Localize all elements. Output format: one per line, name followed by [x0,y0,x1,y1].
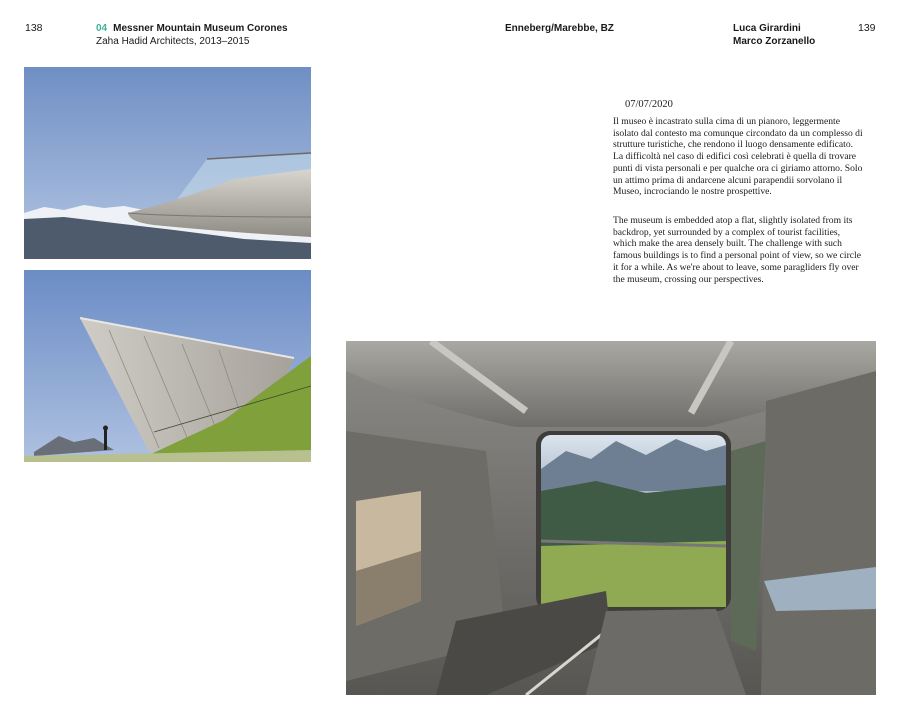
project-subtitle: Zaha Hadid Architects, 2013–2015 [96,36,250,47]
project-title: Messner Mountain Museum Corones [113,23,288,34]
photo-interior-window [346,341,876,695]
body-text-english: The museum is embedded atop a flat, slightly isolated from its backdrop, yet surrounded by a complex of tourist facilities, which make the area densely built. The challenge with such famous buildings is to find a personal point of view, so we circle it for a while. As we're about to leave, some paragliders fly over the museum, crossing our perspectives. [613,215,861,285]
chapter-number: 04 [96,23,108,34]
photo-platform-sky [24,67,311,259]
entry-date: 07/07/2020 [625,99,673,110]
author-name: Luca Girardini [733,23,801,34]
location-label: Enneberg/Marebbe, BZ [505,23,614,34]
authors [733,22,815,48]
page-number-right: 139 [858,22,876,34]
author-name: Marco Zorzanello [733,36,816,47]
chapter-header [96,22,288,48]
photo-facade-hillside [24,270,311,462]
page-number-left: 138 [25,22,43,34]
body-text-italian: Il museo è incastrato sulla cima di un pianoro, leggermente isolato dal contesto ma comunque circondato da un complesso di strutture turistiche, che rendono il luogo densamente edificato. La difficoltà nel caso di edifici così celebrati è quella di trovare punti di vista personali e per qualche ora ci giriamo attorno. Solo un attimo prima di andarcene alcuni parapendii sorvolano il Museo, incrociando le nostre prospettive. [613,116,863,198]
